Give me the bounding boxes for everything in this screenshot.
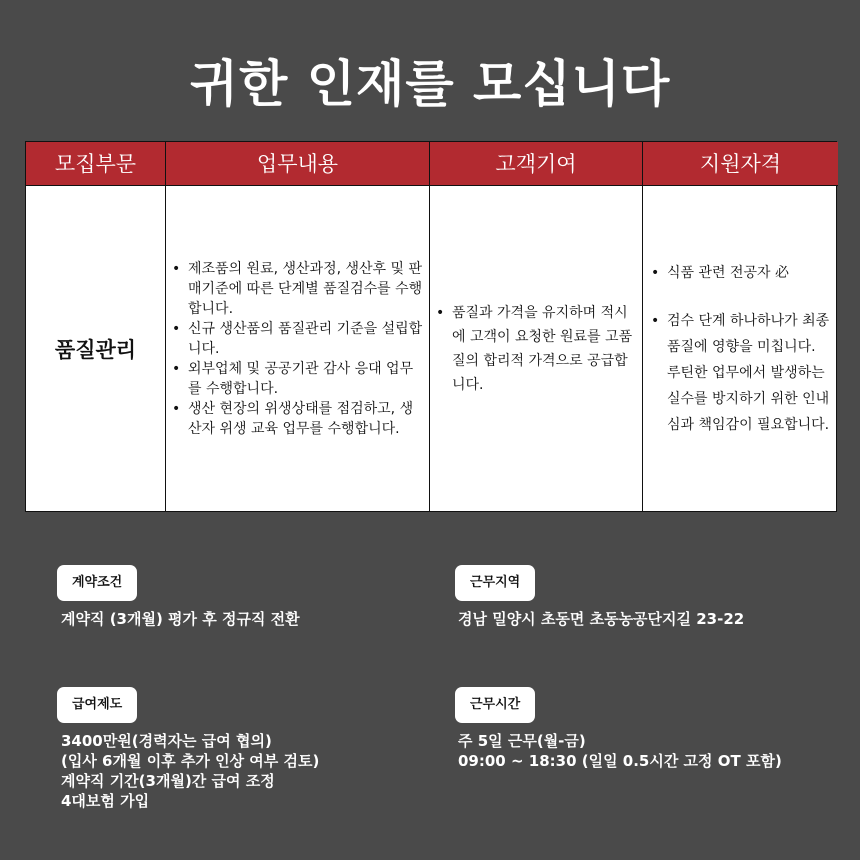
column-department [26, 142, 166, 511]
contract-info [61, 609, 300, 629]
hours-line: 09:00 ~ 18:30 (일일 0.5시간 고정 OT 포함) [458, 752, 782, 770]
job-table [25, 141, 837, 512]
salary-line: 계약직 기간(3개월)간 급여 조정 [61, 772, 275, 790]
column-qualifications [643, 142, 838, 511]
hours-info [458, 731, 782, 771]
duty-item: • 생산 현장의 위생상태를 점검하고, 생산자 위생 교육 업무를 수행합니다. [188, 399, 423, 439]
contract-label: 계약조건 [57, 565, 137, 601]
contribution-item: • 품질과 가격을 유지하며 적시에 고객이 요청한 원료를 고품질의 합리적 가격으로 공급합니다. [452, 301, 636, 397]
column-contribution [430, 142, 643, 511]
duty-item: • 신규 생산품의 품질관리 기준을 설립합니다. [188, 319, 423, 359]
hours-label: 근무시간 [455, 687, 535, 723]
salary-line: 4대보험 가입 [61, 792, 150, 810]
salary-label: 급여제도 [57, 687, 137, 723]
contribution-list [430, 301, 642, 397]
department-value: 품질관리 [54, 337, 137, 362]
header-contribution: 고객기여 [430, 142, 642, 186]
contract-text: 계약직 (3개월) 평가 후 정규직 전환 [61, 610, 300, 628]
header-department: 모집부문 [26, 142, 165, 186]
salary-info [61, 731, 319, 811]
column-duties [166, 142, 430, 511]
qualifications-list [643, 260, 838, 438]
hours-line: 주 5일 근무(월-금) [458, 732, 586, 750]
qualification-item: • 식품 관련 전공자 必 [667, 260, 832, 286]
salary-line: (입사 6개월 이후 추가 인상 여부 검토) [61, 752, 320, 770]
duties-list [166, 259, 429, 439]
header-duties: 업무내용 [166, 142, 429, 186]
location-text: 경남 밀양시 초동면 초동농공단지길 23-22 [458, 610, 745, 628]
salary-line: 3400만원(경력자는 급여 협의) [61, 732, 272, 750]
duty-item: • 제조품의 원료, 생산과정, 생산후 및 판매기준에 따른 단계별 품질검수를 수행합니다. [188, 259, 423, 319]
page-title: 귀한 인재를 모십니다 [189, 55, 671, 113]
location-info [458, 609, 744, 629]
qualification-item: • 검수 단계 하나하나가 최종 품질에 영향을 미칩니다. 루틴한 업무에서 발생하는 실수를 방지하기 위한 인내심과 책임감이 필요합니다. [667, 308, 832, 438]
duty-item: • 외부업체 및 공공기관 감사 응대 업무를 수행합니다. [188, 359, 423, 399]
location-label: 근무지역 [455, 565, 535, 601]
header-qualifications: 지원자격 [643, 142, 838, 186]
